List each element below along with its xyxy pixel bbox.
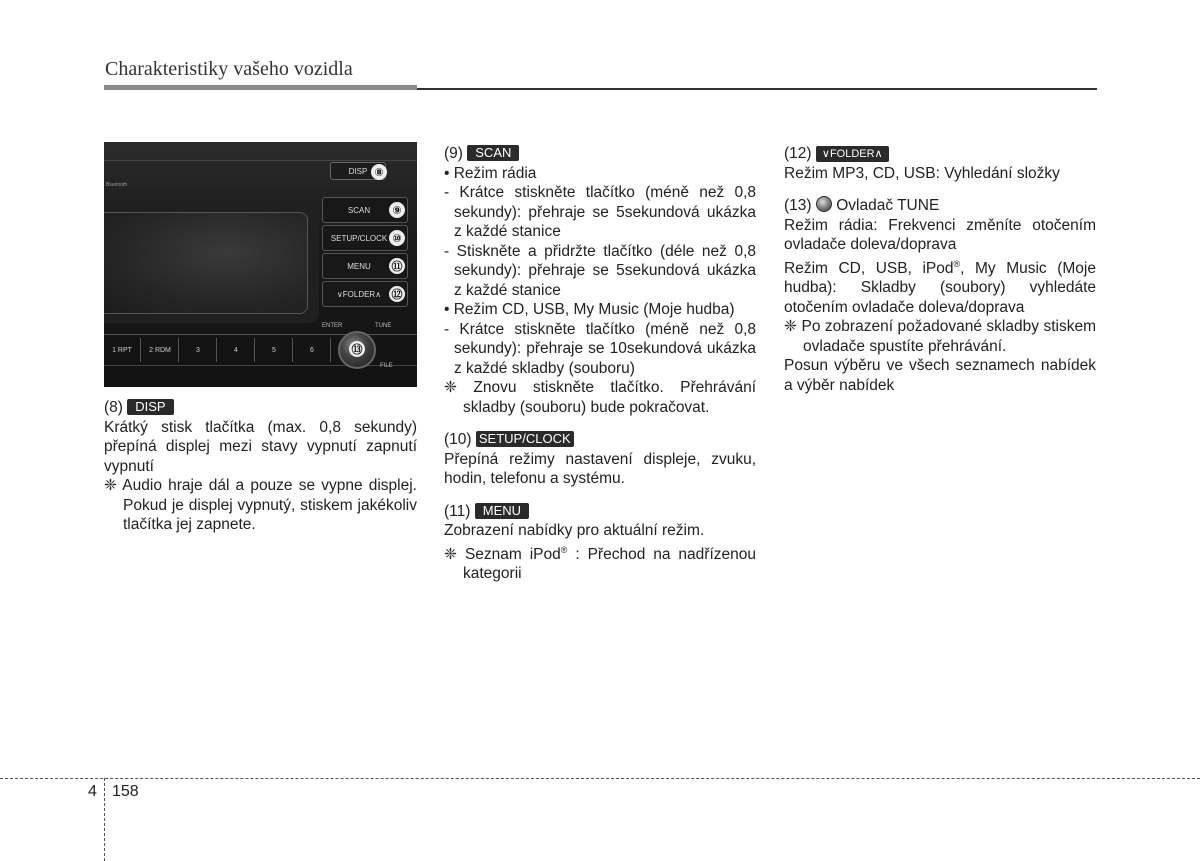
section-11-note-text-cont: : Přechod na nadřízenou kategorii (463, 545, 756, 583)
section-11-note-text: Seznam iPod (464, 545, 561, 563)
section-9-item: - Krátce stiskněte tlačítko (méně než 0,8 sekundy): přehraje se 5sekundová ukázka z každé stanice (444, 184, 756, 240)
menu-button-label: MENU (347, 261, 371, 271)
section-11-number: (11) (444, 502, 471, 520)
section-9-note-text: Znovu stiskněte tlačítko. Přehrávání skladby (souboru) bude pokračovat. (463, 379, 756, 416)
panel-top-line (104, 160, 417, 161)
disp-badge: DISP (127, 399, 173, 415)
section-13-text-2b: , My Music (Moje hudba): Skladby (soubory) vyhledáte otočením ovladače doleva/doprava (784, 259, 1096, 316)
section-9-item: • Režim CD, USB, My Music (Moje hudba) (444, 301, 735, 318)
section-13-heading (784, 196, 1096, 216)
preset-button-6: 6 (294, 338, 331, 362)
section-8-text: Krátký stisk tlačítka (max. 0,8 sekundy) přepíná displej mezi stavy vypnutí zapnutí vypnutí (104, 418, 417, 475)
scan-button (322, 197, 408, 223)
section-13-title: Ovladač TUNE (836, 197, 940, 214)
enter-label: ENTER (322, 323, 343, 329)
file-label: FILE (380, 363, 393, 369)
menu-badge: MENU (475, 503, 529, 519)
column-1 (104, 398, 417, 535)
note-mark: ❈ (444, 545, 457, 563)
footer-dashed-rule (0, 778, 1200, 779)
spacer (444, 417, 756, 430)
tune-knob-icon (816, 196, 832, 212)
section-11-note (444, 541, 756, 584)
section-11-text: Zobrazení nabídky pro aktuální režim. (444, 522, 705, 539)
tune-label: TUNE (375, 323, 392, 329)
section-13-text-2a: Režim CD, USB, iPod (784, 259, 954, 277)
section-10-text: Přepíná režimy nastavení displeje, zvuku, hodin, telefonu a systému. (444, 450, 756, 487)
section-13-text: Režim rádia: Frekvenci změníte otočením ovladače doleva/doprava (784, 216, 1096, 253)
section-number: 4 (88, 783, 97, 800)
preset-button-1: 1 RPT (104, 338, 141, 362)
radio-panel-image (104, 142, 417, 387)
header-rule-thin (417, 88, 1097, 90)
preset-button-5: 5 (256, 338, 293, 362)
footer-vertical-rule (104, 778, 105, 861)
bluetooth-label: Bluetooth (106, 182, 128, 188)
note-mark: ❈ (104, 477, 117, 494)
section-13-note (784, 317, 1096, 356)
section-8-note (104, 476, 417, 535)
section-9-number: (9) (444, 145, 463, 162)
section-9-item: - Stiskněte a přidržte tlačítko (déle než 0,8 sekundy): přehraje se 5sekundová ukázka z každé stanice (444, 242, 756, 299)
radio-display (104, 212, 308, 314)
section-12-heading (784, 144, 1096, 164)
section-11-heading (444, 502, 756, 522)
callout-8: ⑧ (371, 164, 387, 180)
disp-button-label: DISP (348, 166, 368, 176)
preset-button-2: 2 RDM (142, 338, 179, 362)
callout-9: ⑨ (389, 202, 405, 218)
callout-10: ⑩ (389, 230, 405, 246)
section-9-heading (444, 144, 756, 164)
page-title: Charakteristiky vašeho vozidla (105, 58, 353, 80)
header-rule-dark (104, 85, 417, 90)
section-8-heading (104, 398, 417, 418)
folder-badge: ∨FOLDER∧ (816, 146, 889, 162)
section-13-text-3: Posun výběru ve všech seznamech nabídek a výběr nabídek (784, 357, 1096, 394)
callout-12: ⑫ (389, 286, 405, 302)
callout-13: ⑬ (349, 341, 365, 357)
section-9-note (444, 378, 756, 417)
callout-11: ⑪ (389, 258, 405, 274)
section-8-number: (8) (104, 399, 123, 416)
menu-button (322, 253, 408, 279)
section-9-item: • Režim rádia (444, 164, 537, 182)
section-13-number: (13) (784, 197, 812, 214)
setup-clock-button-label: SETUP/CLOCK (330, 233, 388, 243)
spacer (444, 489, 756, 502)
spacer (784, 183, 1096, 196)
folder-button (322, 281, 408, 307)
preset-button-3: 3 (180, 338, 217, 362)
folder-button-label: ∨FOLDER∧ (336, 289, 382, 299)
scan-badge: SCAN (467, 145, 519, 161)
section-12-text: Režim MP3, CD, USB: Vyhledání složky (784, 164, 1060, 182)
section-10-heading (444, 430, 756, 450)
column-3 (784, 144, 1096, 395)
note-mark: ❈ (784, 318, 797, 336)
section-9-item: - Krátce stiskněte tlačítko (méně než 0,8 sekundy): přehraje se 10sekundová ukázka z každé skladby (souboru) (444, 320, 756, 377)
section-8-note-text: Audio hraje dál a pouze se vypne displej. Pokud je displej vypnutý, stiskem jakékoliv tlačítka jej zapnete. (122, 477, 417, 533)
section-10-number: (10) (444, 431, 472, 448)
section-13-note-text: Po zobrazení požadované skladby stiskem ovladače spustíte přehrávání. (801, 318, 1096, 355)
scan-button-label: SCAN (347, 205, 371, 215)
setup-clock-button (322, 225, 408, 251)
page-number: 158 (112, 783, 139, 800)
preset-button-4: 4 (218, 338, 255, 362)
setup-clock-badge: SETUP/CLOCK (476, 431, 574, 447)
section-12-number: (12) (784, 145, 812, 162)
column-2 (444, 144, 756, 584)
registered-mark: ® (953, 258, 961, 269)
registered-mark: ® (560, 544, 568, 555)
section-13-text-2 (784, 255, 1096, 318)
note-mark: ❈ (444, 379, 457, 396)
